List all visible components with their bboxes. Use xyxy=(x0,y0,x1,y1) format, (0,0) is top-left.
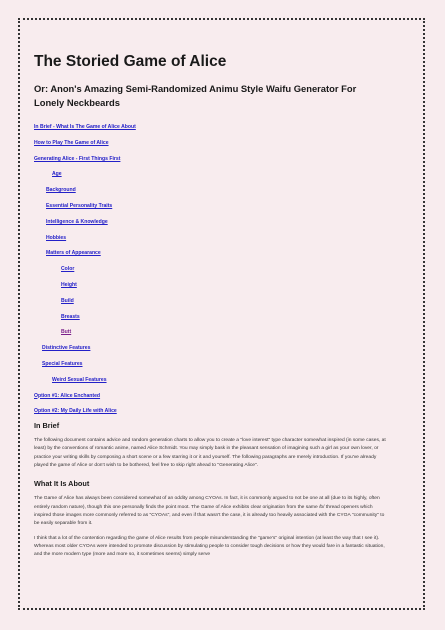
toc-item xyxy=(34,309,389,325)
toc-link[interactable]: Color xyxy=(61,266,75,273)
toc-item xyxy=(34,388,389,404)
toc-link[interactable]: In Brief - What Is The Game of Alice About xyxy=(34,124,136,130)
toc-link[interactable]: Matters of Appearance xyxy=(46,250,101,257)
paragraph-about-1: The Game of Alice has always been considered somewhat of an oddity among CYOAs. In fact, it is commonly argued to not be one at all (due to its highly, often entirely random nature), though this one personally finds the point moot. The Game of Alice exhibits clear origination from the same /b/ thread openers which inspired those images more commonly referred to as "CYOAs", and even if that wasn't the case, it is already too heavily associated with the CYOA "community" to be easily separable from it. xyxy=(34,496,385,527)
toc-item xyxy=(34,182,389,198)
toc-item xyxy=(34,372,389,388)
toc-link[interactable]: Hobbies xyxy=(46,234,67,241)
toc-link[interactable]: Option #1: Alice Enchanted xyxy=(34,392,101,399)
toc-item xyxy=(34,277,389,293)
toc-item xyxy=(34,261,389,277)
toc-link[interactable]: Height xyxy=(61,281,77,288)
toc-link[interactable]: Option #2: My Daily Life with Alice xyxy=(34,408,117,415)
document-body xyxy=(34,52,389,559)
toc-link[interactable]: Weird Sexual Features xyxy=(52,376,107,383)
toc-link[interactable]: Butt xyxy=(61,329,72,336)
toc-link[interactable]: How to Play The Game of Alice xyxy=(34,139,109,146)
section-heading-in-brief: In Brief xyxy=(34,421,60,431)
toc-item xyxy=(34,151,389,167)
toc-item xyxy=(34,214,389,230)
toc-item xyxy=(34,403,389,419)
page-subtitle: Or: Anon's Amazing Semi-Randomized Animu Style Waifu Generator For Lonely Neckbeards xyxy=(34,83,357,108)
paragraph-in-brief: The following document contains advice and random generation charts to allow you to create a "love interest" type character somewhat inspired (in some cases, at least) by the conventions of romantic anime, named Alice Schmidt. You may simply bask in the pleasant sensation of imagining such a girl as your own lover, or practice your writing skills by composing a short scene or a few starring it or it and yourself. The following paragraphs are merely introduction. If you've already played the game of Alice or don't wish to be bothered, feel free to skip right ahead to "Generating Alice". xyxy=(34,438,386,469)
page-title: The Storied Game of Alice xyxy=(34,53,227,70)
toc-link[interactable]: Breasts xyxy=(61,313,80,320)
toc-link[interactable]: Generating Alice - First Things First xyxy=(34,155,121,162)
toc-item xyxy=(34,293,389,309)
section-heading-what-it-is-about: What It Is About xyxy=(34,479,90,489)
toc-link[interactable]: Special Features xyxy=(42,360,83,367)
toc-item xyxy=(34,324,389,340)
toc-item xyxy=(34,245,389,261)
toc-item xyxy=(34,119,389,135)
toc-link[interactable]: Intelligence & Knowledge xyxy=(46,218,108,225)
toc-link[interactable]: Age xyxy=(52,171,62,178)
toc-item xyxy=(34,356,389,372)
toc-item xyxy=(34,135,389,151)
toc-item xyxy=(34,198,389,214)
toc-item xyxy=(34,230,389,246)
table-of-contents xyxy=(34,119,389,419)
toc-link[interactable]: Distinctive Features xyxy=(42,345,91,352)
toc-link[interactable]: Essential Personality Traits xyxy=(46,202,113,209)
toc-link[interactable]: Build xyxy=(61,297,74,304)
paragraph-about-2: I think that a lot of the contention regarding the game of Alice results from people misunderstanding the "game's" original intention (at least the way that I see it). Whereas most older CYOAs were intended to promote discussion by stimulating people to consider tough decisions or how they would fare in a fantastic situation, and the more modern type (more and more so, it sometimes seems) simply serve xyxy=(34,535,385,558)
toc-item xyxy=(34,340,389,356)
toc-link[interactable]: Background xyxy=(46,187,76,194)
toc-item xyxy=(34,166,389,182)
